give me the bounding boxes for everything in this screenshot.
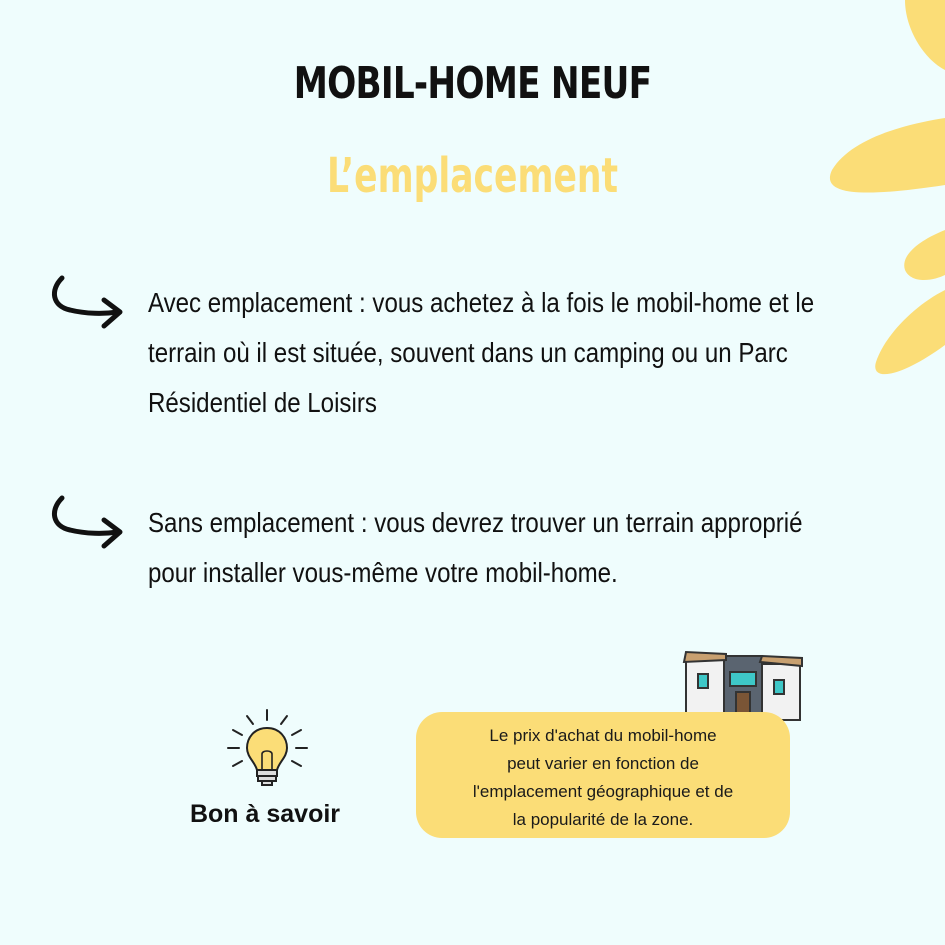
item-line: Avec emplacement : vous achetez à la fois le mobil-home et le (148, 287, 815, 318)
curved-arrow-icon (48, 272, 128, 332)
item-line: pour installer vous-même votre mobil-home. (148, 557, 618, 588)
curved-arrow-icon (48, 492, 128, 552)
item-line: Résidentiel de Loisirs (148, 387, 377, 418)
bubble-line: l'emplacement géographique et de (472, 782, 734, 801)
lightbulb-icon (225, 708, 310, 793)
bubble-line: peut varier en fonction de (507, 754, 699, 773)
list-item (148, 278, 848, 428)
item-line: terrain où il est située, souvent dans un camping ou un Parc (148, 337, 788, 368)
item-line: Sans emplacement : vous devrez trouver un terrain approprié (148, 507, 803, 538)
bubble-line: Le prix d'achat du mobil-home (489, 726, 717, 745)
page-title: MOBIL-HOME NEUF (293, 58, 652, 109)
info-bubble (416, 712, 790, 838)
bubble-line: la popularité de la zone. (512, 810, 694, 829)
list-item (148, 498, 848, 598)
page-subtitle: L’emplacement (326, 148, 619, 204)
tip-label: Bon à savoir (189, 800, 341, 828)
